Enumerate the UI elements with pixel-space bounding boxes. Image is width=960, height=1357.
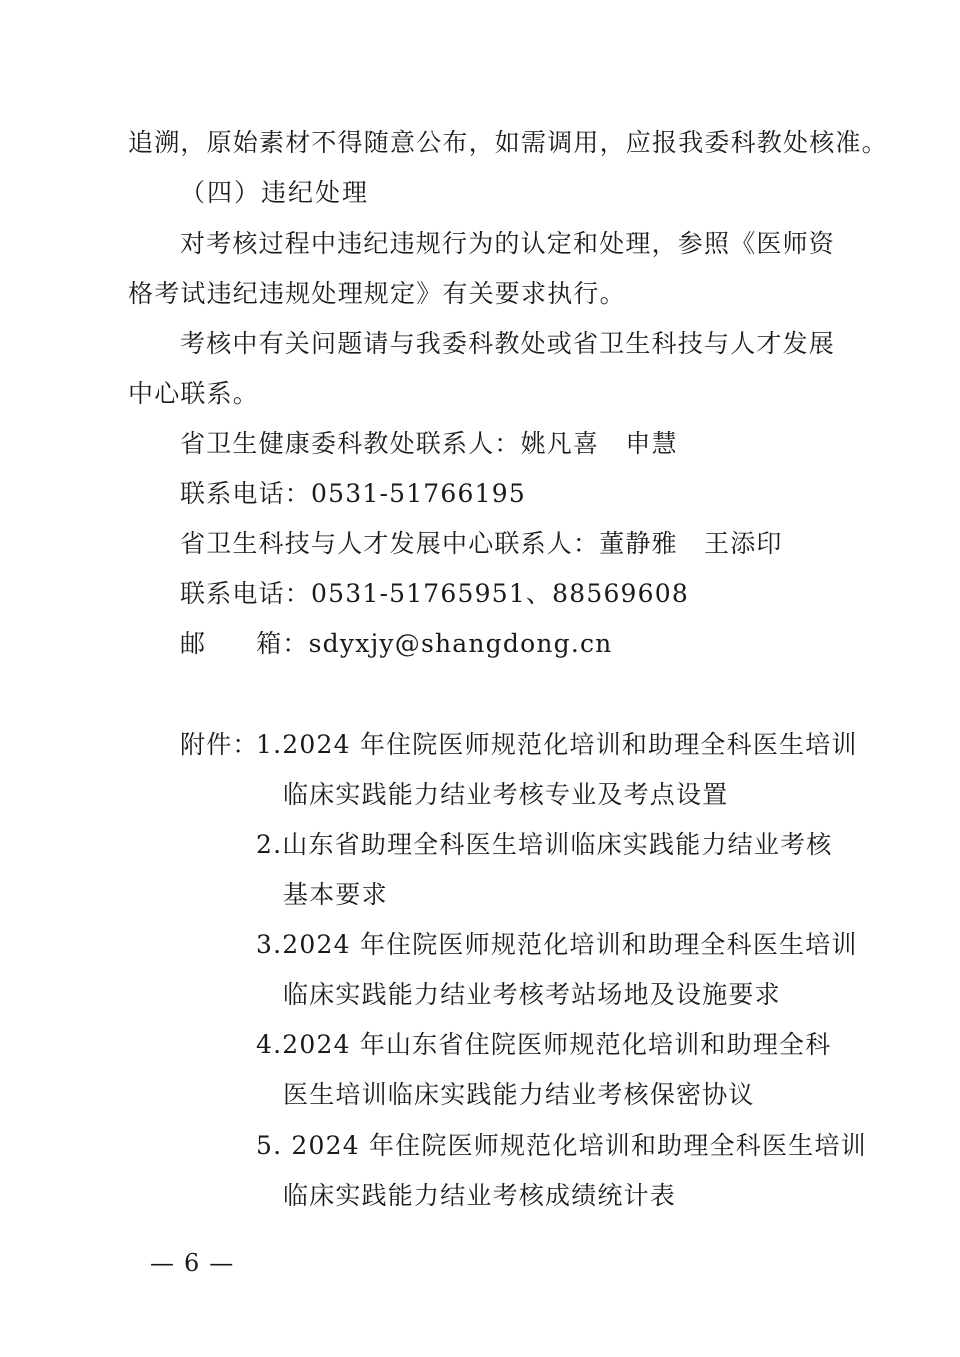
phone-label: 联系电话： <box>180 479 312 508</box>
page-footer <box>150 1248 233 1278</box>
paragraph-continuation: 追溯，原始素材不得随意公布，如需调用，应报我委科教处核准。 <box>128 128 888 157</box>
paragraph-line: 考核中有关问题请与我委科教处或省卫生科技与人才发展 <box>180 329 836 358</box>
contact-label: 省卫生健康委科教处联系人： <box>180 429 521 458</box>
page-number: 6 <box>184 1249 200 1277</box>
attachment-item-5: 5. 2024 年住院医师规范化培训和助理全科医生培训 <box>256 1131 867 1160</box>
attachments-label: 附件： <box>180 730 259 759</box>
phone-number: 0531-51765951、88569608 <box>311 579 689 608</box>
email-label-char: 邮 <box>180 629 207 658</box>
contact-line <box>180 528 783 560</box>
footer-dash-left: — <box>150 1249 174 1277</box>
footer-dash-right: — <box>209 1249 234 1277</box>
contact-names: 姚凡喜 申慧 <box>520 429 678 458</box>
email-label-char: 箱： <box>256 629 309 658</box>
contact-line <box>180 428 678 460</box>
phone-label: 联系电话： <box>180 579 312 608</box>
attachment-item-4: 4.2024 年山东省住院医师规范化培训和助理全科 <box>256 1030 832 1059</box>
attachment-item-4-cont: 医生培训临床实践能力结业考核保密协议 <box>283 1080 755 1109</box>
contact-names: 董静雅 王添印 <box>599 529 783 558</box>
phone-line <box>180 478 526 510</box>
phone-line <box>180 578 689 610</box>
paragraph-line: 对考核过程中违纪违规行为的认定和处理，参照《医师资 <box>180 229 836 258</box>
attachment-item-5-cont: 临床实践能力结业考核成绩统计表 <box>283 1181 677 1210</box>
email-address: sdyxjy@shangdong.cn <box>308 629 613 658</box>
paragraph-line: 格考试违纪违规处理规定》有关要求执行。 <box>128 279 626 308</box>
contact-label: 省卫生科技与人才发展中心联系人： <box>180 529 600 558</box>
attachment-item-2-cont: 基本要求 <box>283 880 388 909</box>
phone-number: 0531-51766195 <box>311 479 526 508</box>
paragraph-line: 中心联系。 <box>128 379 260 408</box>
attachment-item-1: 1.2024 年住院医师规范化培训和助理全科医生培训 <box>256 730 858 759</box>
attachment-item-3: 3.2024 年住院医师规范化培训和助理全科医生培训 <box>256 930 858 959</box>
attachment-item-1-cont: 临床实践能力结业考核专业及考点设置 <box>283 780 729 809</box>
email-line <box>180 628 613 660</box>
attachment-item-3-cont: 临床实践能力结业考核考站场地及设施要求 <box>283 980 781 1009</box>
attachment-item-2: 2.山东省助理全科医生培训临床实践能力结业考核 <box>256 830 833 859</box>
section-heading: （四）违纪处理 <box>180 178 370 207</box>
